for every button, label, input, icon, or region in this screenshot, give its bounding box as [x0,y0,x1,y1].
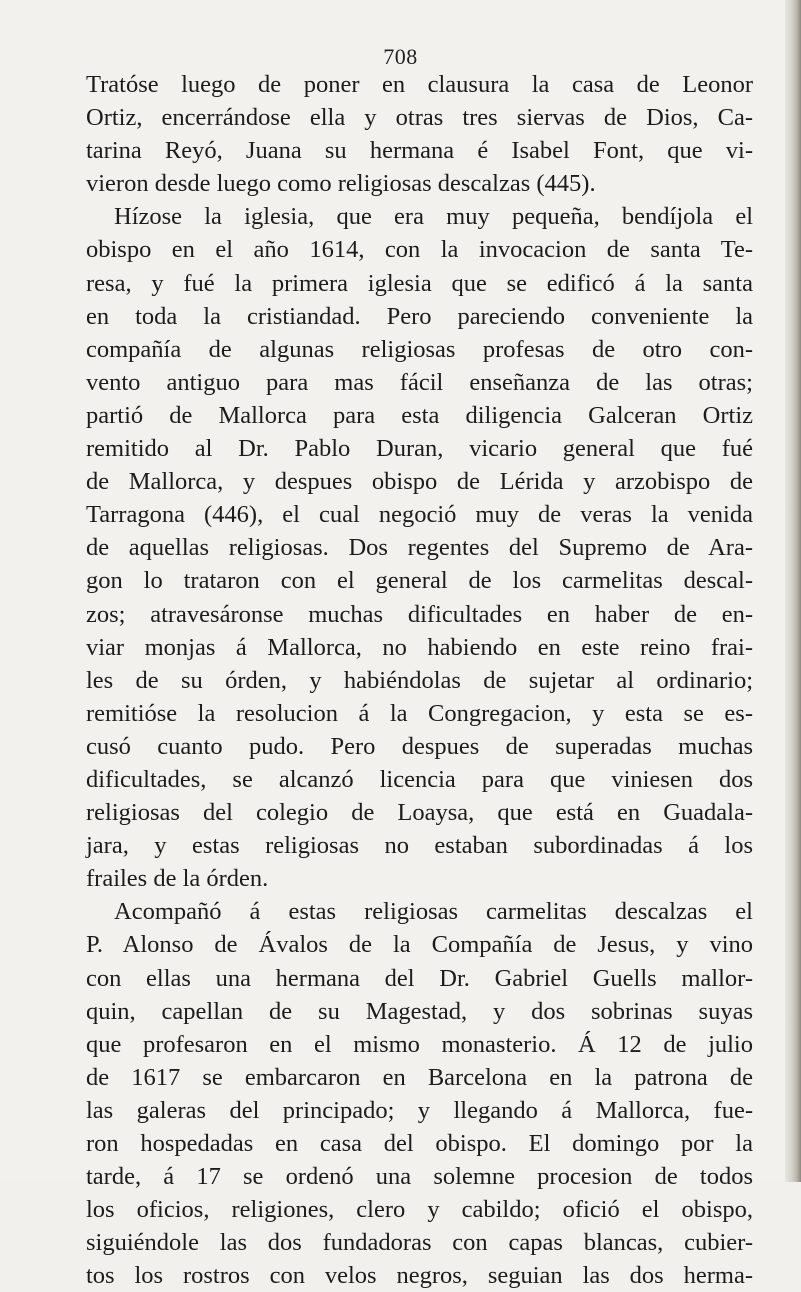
text-line: obispo en el año 1614, con la invocacion de santa Te- [86,236,753,264]
body-text [86,68,753,1292]
text-line: siguiéndole las dos fundadoras con capas blancas, cubier- [86,1229,753,1257]
text-line: vieron desde luego como religiosas descalzas (445). [86,170,596,198]
page-edge-shadow [785,0,801,1182]
text-line: vento antiguo para mas fácil enseñanza de las otras; [86,368,753,396]
text-line: ron hospedadas en casa del obispo. El domingo por la [86,1130,753,1157]
text-line: resa, y fué la primera iglesia que se edificó á la santa [86,269,753,297]
text-line: Tarragona (446), el cual negoció muy de veras la venida [86,501,753,529]
text-line: que profesaron en el mismo monasterio. Á 12 de julio [86,1030,753,1058]
text-line: Hízose la iglesia, que era muy pequeña, bendíjola el [114,203,753,231]
text-line: de aquellas religiosas. Dos regentes del Supremo de Ara- [86,534,753,562]
text-line: P. Alonso de Ávalos de la Compañía de Jesus, y vino [86,931,753,959]
text-line: con ellas una hermana del Dr. Gabriel Guells mallor- [86,964,753,992]
text-line: partió de Mallorca para esta diligencia Galceran Ortiz [86,401,753,429]
text-line: zos; atravesáronse muchas dificultades en haber de en- [86,600,753,628]
text-line: cusó cuanto pudo. Pero despues de superadas muchas [86,732,753,760]
text-line: Acompañó á estas religiosas carmelitas descalzas el [114,898,753,926]
text-line: Ortiz, encerrándose ella y otras tres siervas de Dios, Ca- [86,104,753,132]
text-line: gon lo trataron con el general de los carmelitas descal- [86,567,753,595]
text-line: las galeras del principado; y llegando á Mallorca, fue- [86,1096,753,1124]
text-line: de Mallorca, y despues obispo de Lérida y arzobispo de [86,468,753,496]
page-number: 708 [383,44,418,69]
text-line: religiosas del colegio de Loaysa, que está en Guadala- [86,799,753,827]
text-line: tarina Reyó, Juana su hermana é Isabel Font, que vi- [86,137,753,165]
text-line: tos los rostros con velos negros, seguian las dos herma- [86,1262,753,1290]
text-line: jara, y estas religiosas no estaban subordinadas á los [86,832,753,860]
text-line: frailes de la órden. [86,865,269,893]
text-line: les de su órden, y habiéndolas de sujetar al ordinario; [86,666,753,694]
text-line: remitido al Dr. Pablo Duran, vicario general que fué [86,435,753,463]
text-line: viar monjas á Mallorca, no habiendo en este reino frai- [86,633,753,661]
text-line: en toda la cristiandad. Pero pareciendo conveniente la [86,302,753,330]
text-line: de 1617 se embarcaron en Barcelona en la patrona de [86,1063,753,1091]
text-line: los oficios, religiones, clero y cabildo; ofició el obispo, [86,1196,753,1224]
text-line: tarde, á 17 se ordenó una solemne procesion de todos [86,1163,753,1191]
text-line: quin, capellan de su Magestad, y dos sobrinas suyas [86,997,753,1025]
text-line: remitióse la resolucion á la Congregacion, y esta se es- [86,699,753,727]
text-line: Tratóse luego de poner en clausura la casa de Leonor [86,71,753,98]
text-line: compañía de algunas religiosas profesas de otro con- [86,335,753,363]
text-line: dificultades, se alcanzó licencia para que viniesen dos [86,765,753,793]
